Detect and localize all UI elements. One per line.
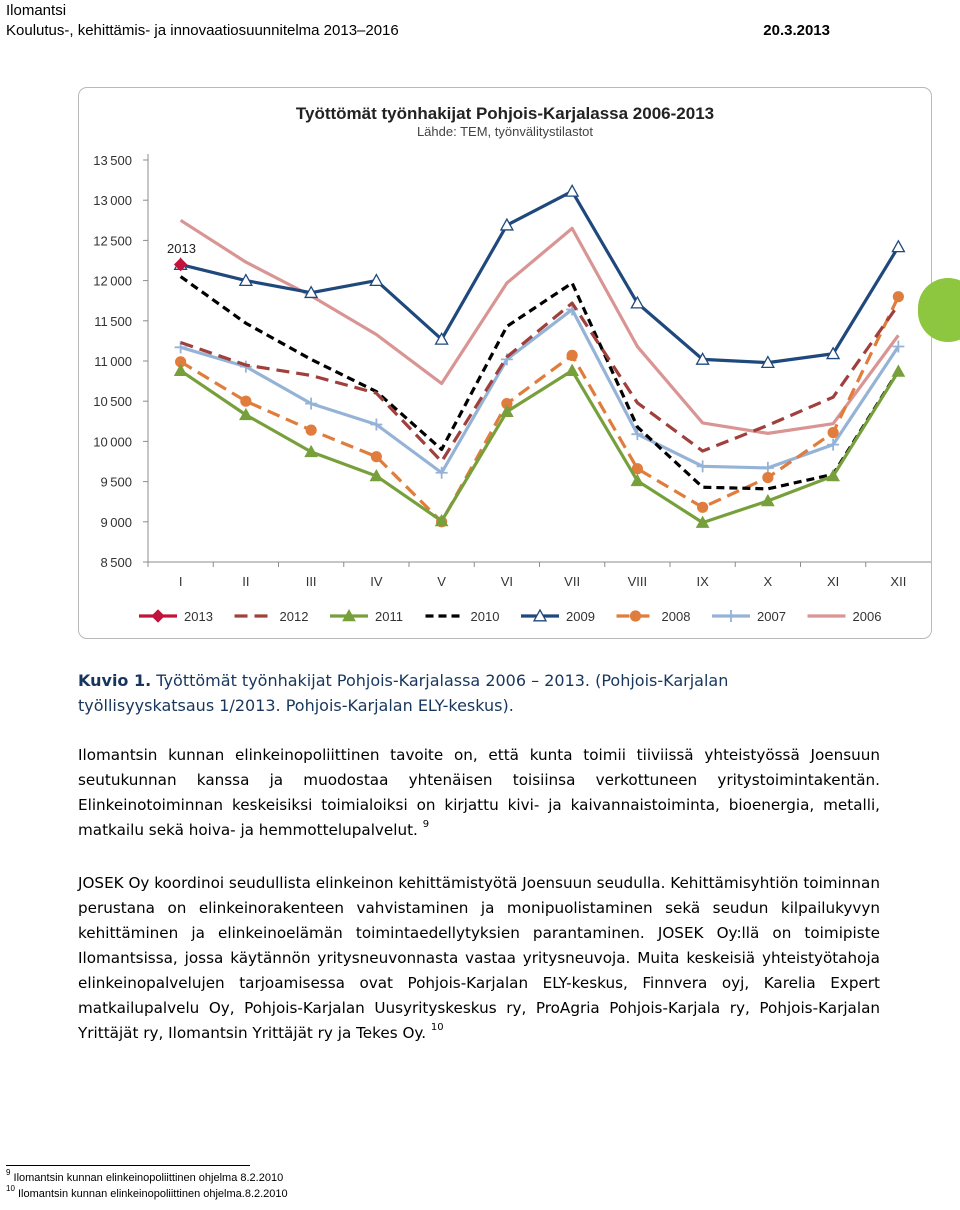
- data-point-2008: [893, 292, 903, 302]
- footnote-ref-10[interactable]: 10: [430, 1021, 444, 1033]
- paragraph-1-text: Ilomantsin kunnan elinkeinopoliittinen tavoite on, että kunta toimii tiiviissä yhteistyössä Joensuun seutukunnan kanssa ja muodostaa yhtenäisen toisiinsa verkottuneen yritystoimintakentän. Elinkeinotoiminnan keskeisiksi toimialoiksi on kirjattu kivi- ja kaivannaistoiminta, bioenergia, metalli, matkailu sekä hoiva- ja hemmottelupalvelut.: [78, 746, 880, 839]
- legend-label-2011: 2011: [375, 609, 403, 624]
- y-tick-label: 11 500: [94, 313, 132, 329]
- footnote-9: [6, 1168, 284, 1185]
- line-chart: [79, 88, 931, 638]
- footnote-separator: [6, 1165, 250, 1166]
- legend-marker-2013: [152, 610, 164, 622]
- x-tick-label: IV: [370, 574, 383, 589]
- chart-annotation: 2013: [167, 241, 196, 256]
- paragraph-2: [78, 871, 880, 1046]
- data-point-2008: [241, 396, 251, 406]
- figure-caption: [78, 668, 798, 718]
- series-line-2011: [181, 371, 899, 523]
- y-tick-label: 9 000: [100, 514, 132, 530]
- footnote-10-number: 10: [6, 1184, 15, 1194]
- footnote-10-text: Ilomantsin kunnan elinkeinopoliittinen ohjelma.8.2.2010: [17, 1188, 288, 1200]
- y-tick-label: 12 000: [93, 273, 132, 289]
- caption-label: Kuvio 1.: [78, 671, 152, 690]
- series-line-2010: [181, 277, 899, 489]
- chart-container: [78, 87, 932, 639]
- y-tick-label: 9 500: [100, 474, 132, 490]
- x-tick-label: V: [437, 574, 446, 589]
- caption-text: Työttömät työnhakijat Pohjois-Karjalassa 2006 – 2013. (Pohjois-Karjalan työllisyyskatsaus 1/2013. Pohjois-Karjalan ELY-keskus).: [78, 671, 729, 715]
- legend-label-2007: 2007: [757, 609, 786, 624]
- data-point-2009: [566, 185, 578, 196]
- footnote-9-number: 9: [6, 1168, 11, 1178]
- x-tick-label: X: [763, 574, 773, 589]
- legend-label-2009: 2009: [566, 609, 595, 624]
- chart-title: Työttömät työnhakijat Pohjois-Karjalassa 2006-2013: [295, 104, 715, 123]
- y-tick-label: 12 500: [93, 233, 132, 249]
- x-tick-label: II: [242, 574, 250, 589]
- data-point-2011: [892, 365, 904, 376]
- footnote-10: [6, 1184, 288, 1201]
- series-line-2006: [181, 220, 899, 433]
- paragraph-1: [78, 743, 880, 843]
- legend-marker-2007: [725, 610, 737, 622]
- paragraph-2-text: JOSEK Oy koordinoi seudullista elinkeinon kehittämistyötä Joensuun seudulla. Kehittämisyhtiön toiminnan perustana on elinkeinorakenteen vahvistaminen ja monipuolistaminen sekä seudun kilpailukyvyn kehittäminen ja elinkeinoelämän toimintaedellytyksien parantaminen. JOSEK Oy:llä on toimipiste Ilomantsissa, jossa käytännön yritysneuvonnasta vastaa yritysneuvoja. Muita keskeisiä yhteistyötahoja elinkeinopalvelujen tarjoamisessa ovat Pohjois-Karjalan ELY-keskus, Finnvera oyj, Karelia Expert matkailupalvelu Oy, Pohjois-Karjalan Uusyrityskeskus ry, ProAgria Pohjois-Karjala ry, Pohjois-Karjalan Yrittäjät ry, Ilomantsin Yrittäjät ry ja Tekes Oy.: [78, 874, 880, 1042]
- document-date: 20.3.2013: [763, 22, 830, 39]
- x-tick-label: XII: [890, 574, 907, 589]
- x-tick-label: VII: [564, 574, 581, 589]
- x-tick-label: IX: [696, 574, 709, 589]
- x-tick-label: III: [305, 574, 317, 589]
- y-tick-label: 10 500: [93, 394, 132, 410]
- y-tick-label: 8 500: [100, 555, 132, 570]
- legend-label-2010: 2010: [470, 609, 500, 624]
- data-point-2008: [698, 502, 708, 512]
- x-tick-label: I: [178, 574, 183, 589]
- data-point-2008: [763, 472, 773, 482]
- document-title: Ilomantsi: [6, 2, 67, 19]
- footnote-9-text: Ilomantsin kunnan elinkeinopoliittinen ohjelma 8.2.2010: [13, 1172, 284, 1184]
- series-line-2009: [181, 191, 899, 362]
- y-tick-label: 13 000: [93, 193, 132, 209]
- y-tick-label: 10 000: [93, 434, 132, 450]
- data-point-2008: [306, 425, 316, 435]
- legend-label-2008: 2008: [661, 609, 691, 624]
- legend-marker-2008: [630, 611, 640, 621]
- legend-label-2012: 2012: [279, 609, 309, 624]
- data-point-2011: [566, 365, 578, 376]
- data-point-2009: [892, 241, 904, 252]
- footnote-ref-9[interactable]: 9: [422, 818, 430, 830]
- data-point-2008: [371, 452, 381, 462]
- chart-subtitle: Lähde: TEM, työnvälitystilastot: [416, 124, 594, 139]
- data-point-2011: [175, 365, 187, 376]
- y-tick-label: 11 000: [94, 354, 132, 369]
- y-tick-label: 13 500: [93, 153, 132, 168]
- document-subtitle: Koulutus-, kehittämis- ja innovaatiosuunnitelma 2013–2016: [6, 22, 399, 39]
- x-tick-label: VI: [500, 574, 514, 589]
- x-tick-label: XI: [826, 574, 840, 589]
- legend-label-2006: 2006: [852, 609, 882, 624]
- x-tick-label: VIII: [627, 574, 648, 589]
- data-point-2007: [697, 460, 709, 472]
- legend-label-2013: 2013: [184, 609, 213, 624]
- data-point-2008: [828, 427, 838, 437]
- data-point-2008: [567, 350, 577, 360]
